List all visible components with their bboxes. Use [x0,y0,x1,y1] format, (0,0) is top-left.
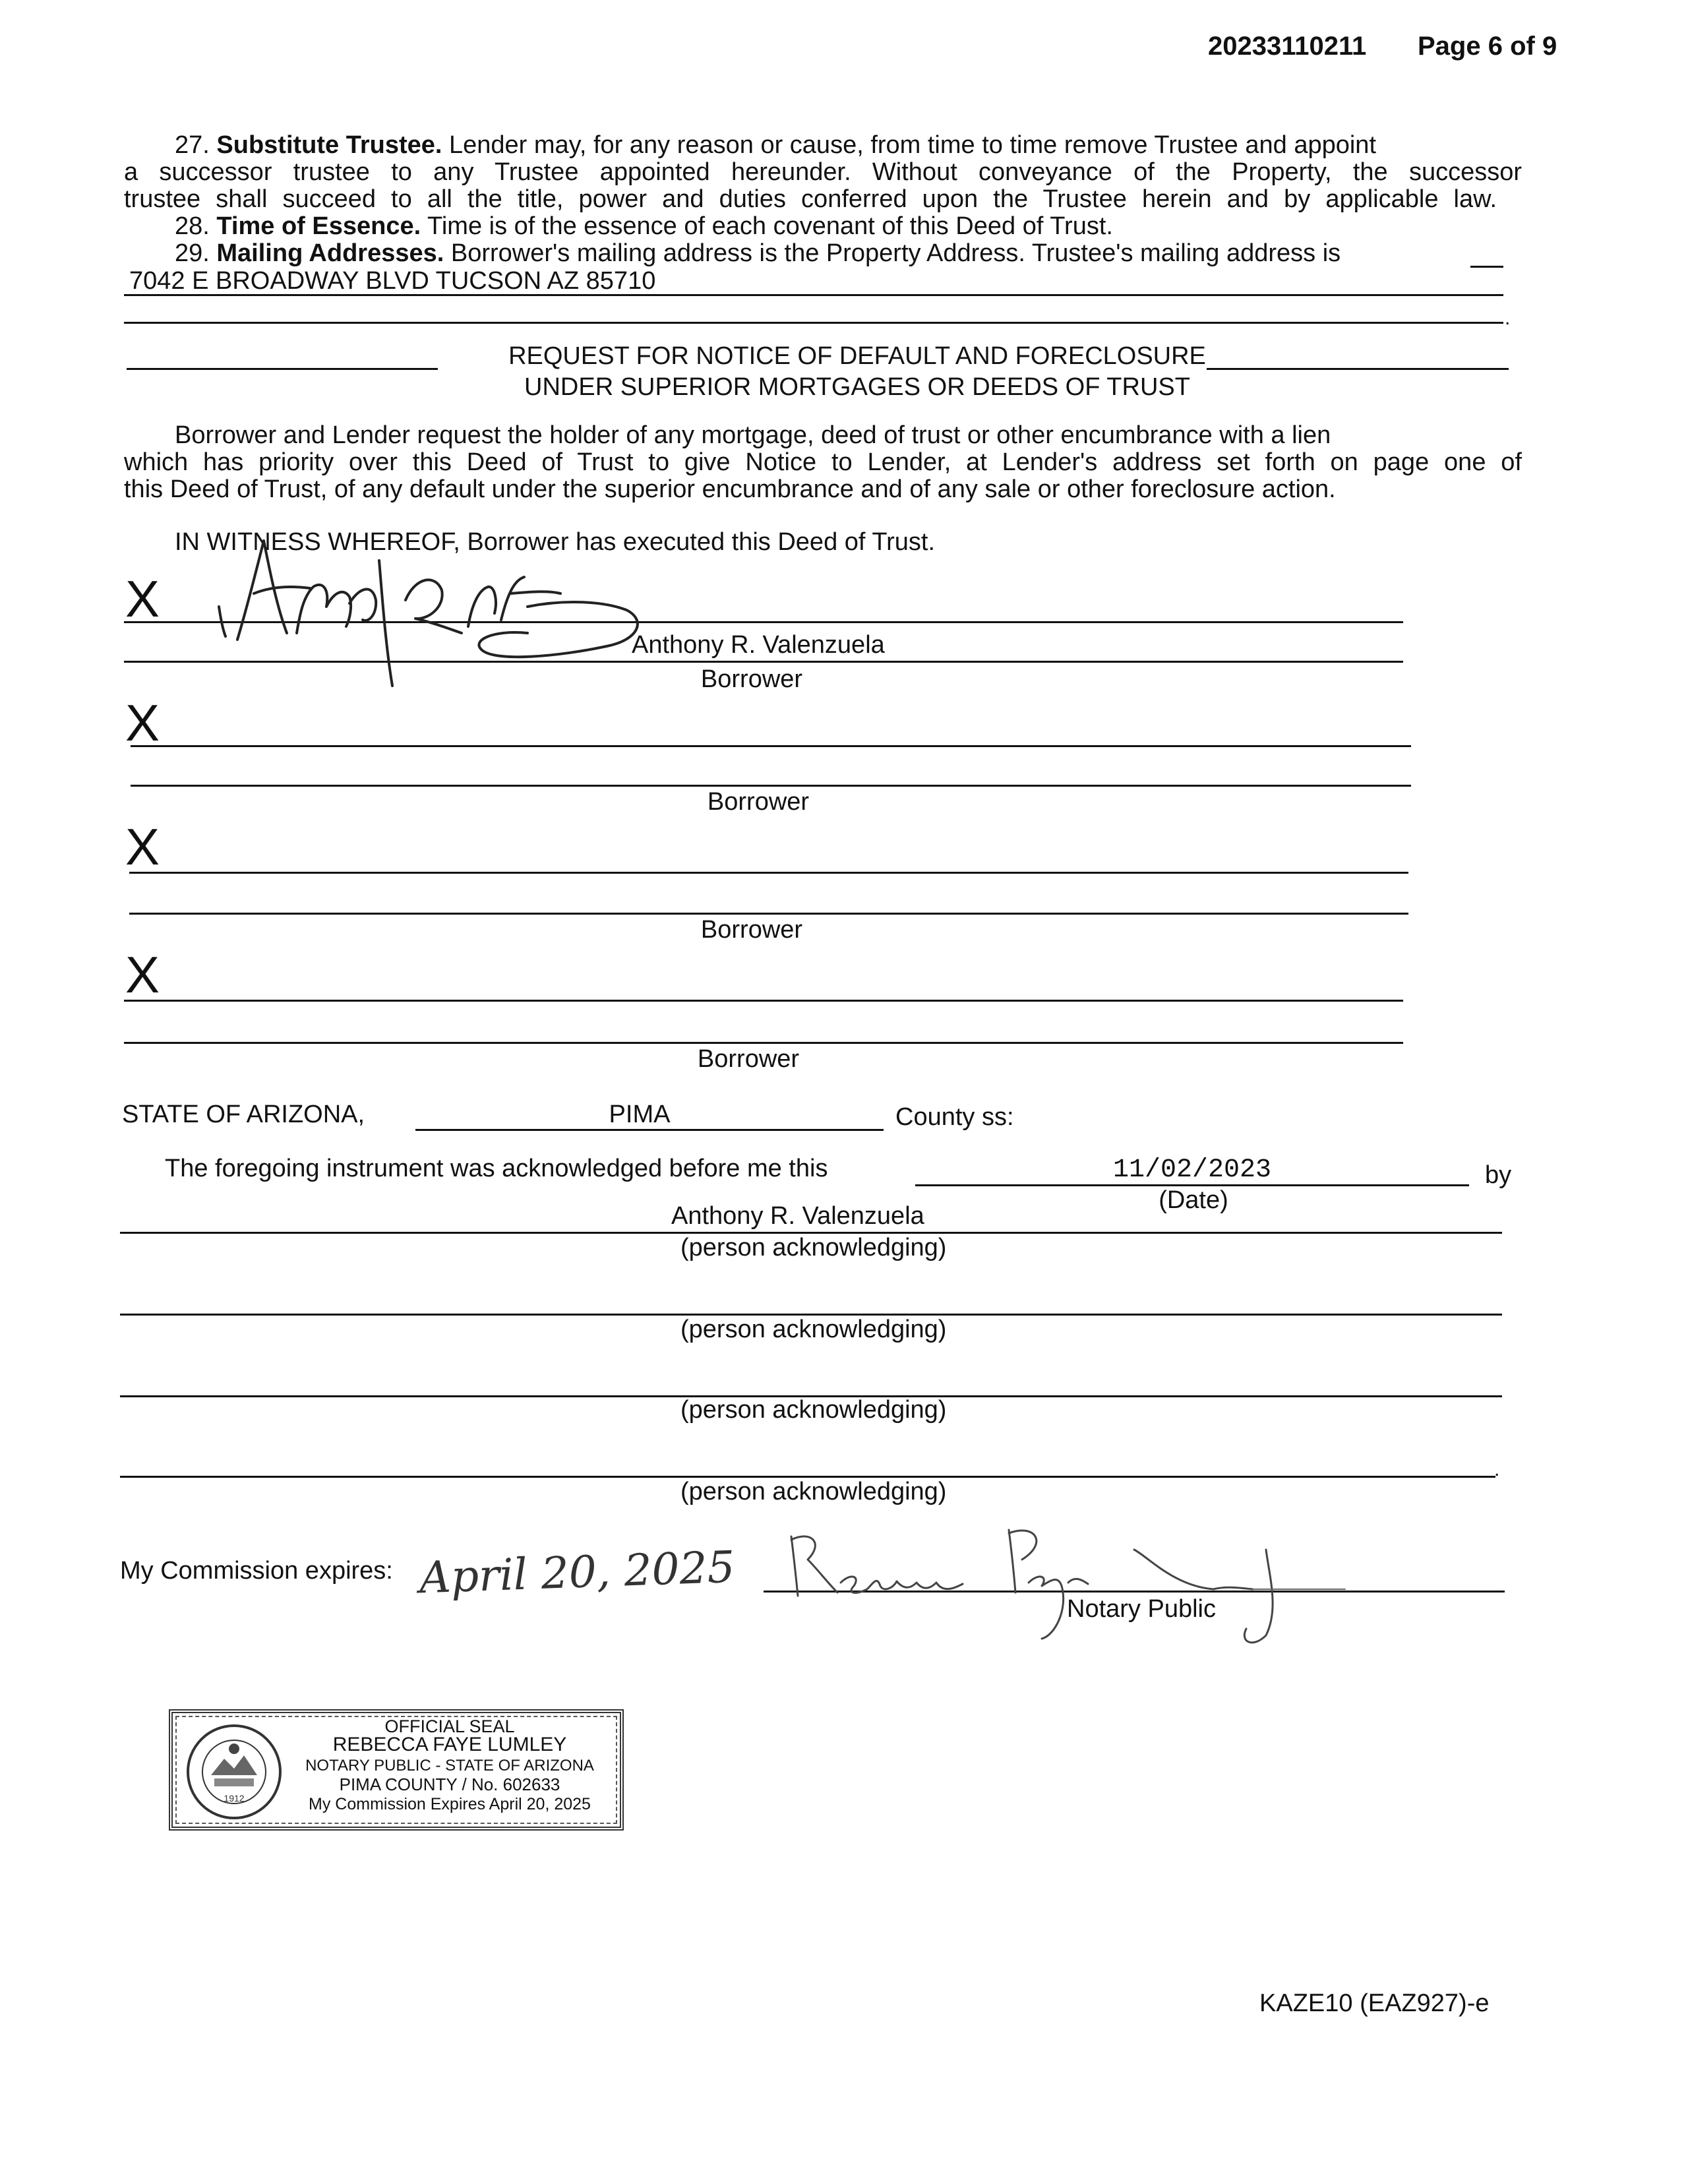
clause-27-number: 27. [175,131,210,159]
signature-mark-2: X [125,694,160,752]
address-blank-line [1470,266,1503,268]
clause-27-line-2: a successor trustee to any Trustee appointed hereunder. Without conveyance of the Property, the successor [124,158,1522,186]
borrower-label-1: Borrower [700,665,803,693]
address-line-2 [124,322,1503,324]
document-number: 20233110211 [1208,32,1367,61]
borrower-label-4: Borrower [697,1045,800,1073]
clause-27-title: Substitute Trustee. [216,131,442,159]
person-caption-4: (person acknowledging) [680,1478,947,1505]
witness-statement: IN WITNESS WHEREOF, Borrower has executed this Deed of Trust. [175,528,936,556]
seal-line-official: OFFICIAL SEAL [384,1716,515,1736]
clause-28-title: Time of Essence. [216,212,421,240]
signature-mark-1: X [125,570,160,628]
person-caption-1: (person acknowledging) [680,1234,947,1261]
person-caption-2: (person acknowledging) [680,1316,947,1343]
form-code: KAZE10 (EAZ927)-e [1259,1989,1490,2017]
request-paragraph-line-3: this Deed of Trust, of any default under the superior encumbrance and of any sale or other foreclosure action. [124,475,1336,503]
request-heading-2: UNDER SUPERIOR MORTGAGES OR DEEDS OF TRUST [524,373,1190,401]
clause-29-text: Borrower's mailing address is the Property Address. Trustee's mailing address is [450,239,1341,267]
signature-line-2 [131,745,1411,747]
clause-28-text: Time is of the essence of each covenant of this Deed of Trust. [427,212,1113,240]
person-caption-3: (person acknowledging) [680,1396,947,1424]
signature-line-4 [124,1000,1403,1002]
address-period: . [1505,307,1511,329]
county-value: PIMA [609,1101,671,1128]
heading-rule-left [127,368,438,370]
seal-notary-name: REBECCA FAYE LUMLEY [332,1734,567,1755]
name-line-4 [124,1042,1403,1044]
county-label: County ss: [895,1103,1014,1131]
name-line-3 [129,913,1408,915]
name-line-2 [131,785,1411,787]
address-line-1 [124,294,1503,296]
clause-29-title: Mailing Addresses. [216,239,444,267]
notary-signature-image [778,1510,1372,1668]
borrower-name-1: Anthony R. Valenzuela [632,631,885,659]
heading-rule-right [1207,368,1509,370]
clause-27-first-line [175,132,1376,159]
request-heading-1: REQUEST FOR NOTICE OF DEFAULT AND FORECLOSURE [508,342,1206,370]
signature-line-3 [129,872,1408,874]
seal-notary-title: NOTARY PUBLIC - STATE OF ARIZONA [305,1757,594,1774]
state-label: STATE OF ARIZONA, [122,1101,365,1128]
signature-mark-4: X [125,946,160,1004]
acknowledgment-text: The foregoing instrument was acknowledged before me this [165,1155,828,1182]
clause-28 [175,213,1113,240]
acknowledging-person-name: Anthony R. Valenzuela [671,1202,924,1230]
state-seal-emblem [185,1722,284,1821]
trustee-address: 7042 E BROADWAY BLVD TUCSON AZ 85710 [129,267,656,295]
notary-public-label: Notary Public [1067,1595,1216,1623]
request-paragraph-line-2: which has priority over this Deed of Trust to give Notice to Lender, at Lender's address set forth on page one of [124,448,1522,476]
county-line [415,1129,884,1131]
clause-27-text: Lender may, for any reason or cause, from time to time remove Trustee and appoint [449,131,1376,159]
acknowledgment-date: 11/02/2023 [1112,1155,1272,1185]
seal-emblem-year: 1912 [224,1793,245,1804]
borrower-label-3: Borrower [700,916,803,944]
commission-expiration-date: April 20, 2025 [418,1541,736,1604]
request-paragraph-line-1: Borrower and Lender request the holder of any mortgage, deed of trust or other encumbrance with a lien [175,421,1331,449]
commission-label: My Commission expires: [120,1557,393,1585]
seal-commission-expires: My Commission Expires April 20, 2025 [309,1795,591,1813]
clause-29 [175,240,1341,267]
date-caption: (Date) [1159,1186,1228,1214]
by-label: by [1485,1161,1512,1189]
clause-27-line-3: trustee shall succeed to all the title, power and duties conferred upon the Trustee herein and by applicable law. [124,185,1497,213]
official-seal-stamp [169,1709,624,1831]
signature-mark-3: X [125,818,160,876]
borrower-label-2: Borrower [707,788,810,816]
page-number: Page 6 of 9 [1418,32,1557,61]
person-line-period: . [1494,1459,1500,1480]
clause-29-number: 29. [175,239,210,267]
seal-county-number: PIMA COUNTY / No. 602633 [339,1774,560,1794]
borrower-signature-image [218,514,679,706]
clause-28-number: 28. [175,212,210,240]
